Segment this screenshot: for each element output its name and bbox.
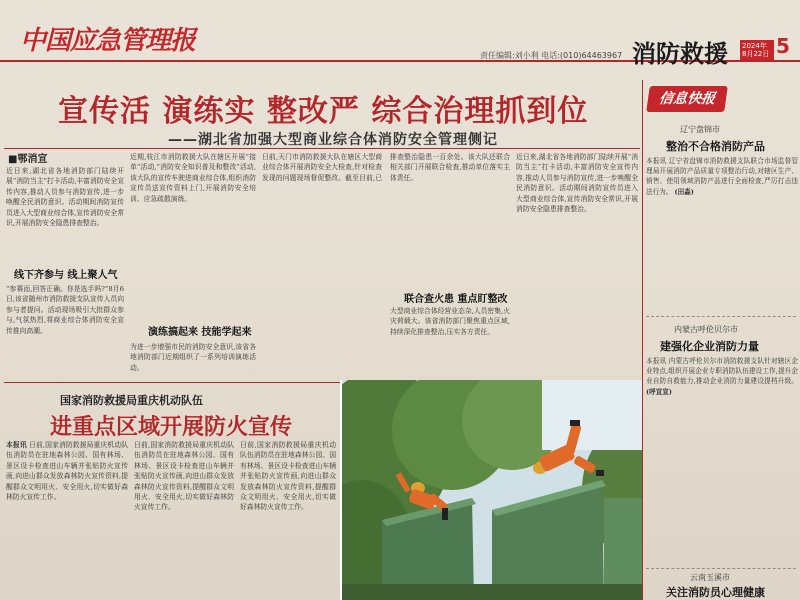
brief-divider-1 [646, 316, 796, 317]
training-photo-graphic [342, 380, 642, 600]
issue-year: 2024年 [742, 42, 767, 50]
lower-article-body-col2: 日前,国家消防救援局重庆机动队伍消防员在驻地森林公园、国有林场、景区设卡检查进山车辆并张贴防火宣传画,向进山群众发放森林防火宣传资料,提醒群众文明用火、安全用火,切实做好森林防火宣传工作。 [134, 441, 234, 512]
brief-body-1 [646, 156, 798, 312]
feature-col4-body: 近日来,湖北省各地消防部门陆续开展“消防当主”打卡活动,丰富消防安全宣传内容,推动人员参与消防宣传,进一步唤醒全民消防意识。活动期间消防宣传员进入大型商业综合体,宣传消防安全常识,开展消防安全隐患排查整治。 [516, 153, 638, 214]
feature-col2-subhead: 演练搞起来 技能学起来 [148, 327, 252, 338]
brief-region-1: 辽宁盘锦市 [680, 125, 720, 134]
feature-col1-body: “参赛而,回答正确。你是选手吗?”8月6日,该省随州市消防救援支队宣传人员向参与者提问。活动现场吸引大批群众参与,气氛热烈,将商业综合体消防安全宣传推向高潮。 [6, 285, 124, 335]
feature-col3-body: 日前,天门市消防救援大队在辖区大型商业综合体开展消防安全大检查,针对检查发现的问题现场督促整改。截至目前,已排查整治隐患一百余处。该大队还联合相关部门开展联合检查,推动单位落实主体责任。 [262, 153, 510, 182]
issue-date [740, 40, 774, 60]
newspaper-logo: 中国应急管理报 [20, 26, 196, 56]
brief-title-3: 关注消防员心理健康 [666, 586, 765, 599]
brief-title-1: 整治不合格消防产品 [666, 140, 765, 153]
feature-col3-subhead: 联合查火患 重点盯整改 [404, 294, 508, 305]
brief-sign-2: (呼宣宣) [646, 387, 673, 396]
brief-text-1: 本报讯 辽宁省盘锦市消防救援支队联合市场监督管理局开展消防产品质量专项整治行动,对辖区生产、销售、使用领域消防产品进行全面检查,严厉打击违法行为。 [646, 157, 798, 196]
lower-article-byline: 本报讯 [6, 441, 27, 449]
lower-article-headline: 进重点区域开展防火宣传 [50, 415, 293, 440]
feature-byline: ■鄂消宣 [8, 154, 48, 165]
feature-headline: 宣传活 演练实 整改严 综合治理抓到位 [58, 94, 589, 129]
firefighter-training-photo [340, 380, 642, 600]
feature-col3-body2: 大型商业综合体经营业态杂,人员密集,火灾荷载大。该省消防部门聚焦重点区域,持续深化排查整治,压实各方责任。 [390, 307, 510, 336]
feature-col1-intro: 近日来,湖北省各地消防部门陆续开展“消防当主”打卡活动,丰富消防安全宣传内容,推动人员参与消防宣传,进一步唤醒全民消防意识。活动期间消防宣传员进入大型商业综合体,宣传消防安全常识,开展消防安全隐患排查整治。 [6, 167, 124, 228]
brief-divider-2 [646, 568, 796, 569]
feature-subhead: ——湖北省加强大型商业综合体消防安全管理侧记 [168, 132, 498, 148]
lower-article-kicker: 国家消防救援局重庆机动队伍 [60, 394, 203, 407]
lower-article-body-col3: 日前,国家消防救援局重庆机动队伍消防员在驻地森林公园、国有林场、景区设卡检查进山车辆并张贴防火宣传画,向进山群众发放森林防火宣传资料,提醒群众文明用火、安全用火,切实做好森林防火宣传工作。 [240, 441, 336, 512]
section-title: 消防救援 [632, 40, 728, 68]
brief-sign-1: (田淼) [674, 187, 694, 196]
headline-rule [4, 148, 640, 149]
lower-article-body [6, 440, 128, 600]
feature-col2-body2: 为进一步增强市民的消防安全意识,该省各地消防部门近期组织了一系列培训演练活动。 [130, 343, 256, 372]
brief-region-3: 云南玉溪市 [690, 573, 730, 582]
page-number: 5 [776, 34, 790, 58]
brief-text-2: 本报讯 内蒙古呼伦贝尔市消防救援支队针对辖区企业特点,组织开展企业专职消防队伍建设工作,提升企业自防自救能力,推动企业消防力量建设提档升级。 [646, 357, 798, 386]
lower-article-text: 日前,国家消防救援局重庆机动队伍消防员在驻地森林公园、国有林场、景区设卡检查进山车辆并张贴防火宣传画,向进山群众发放森林防火宣传资料,提醒群众文明用火、安全用火,切实做好森林防火宣传工作。 [6, 441, 128, 502]
feature-col1-subhead: 线下齐参与 线上聚人气 [14, 270, 118, 281]
news-brief-banner: 信息快报 [646, 86, 728, 112]
brief-body-2 [646, 356, 798, 568]
issue-month-day: 8月22日 [742, 50, 770, 58]
editor-meta: 责任编辑:刘小利 电话:(010)64463967 [480, 51, 623, 60]
masthead [0, 0, 800, 68]
feature-col2-body: 近期,枝江市消防救援大队在辖区开展“接单”活动,“消防安全知识普及和整改”活动,该大队的宣传车驶进商业综合体,组织消防宣传员送宣传资料上门,开展消防安全培训、应急疏散演练。 [130, 153, 256, 203]
brief-region-2: 内蒙古呼伦贝尔市 [674, 325, 738, 334]
brief-title-2: 建强化企业消防力量 [660, 340, 759, 353]
